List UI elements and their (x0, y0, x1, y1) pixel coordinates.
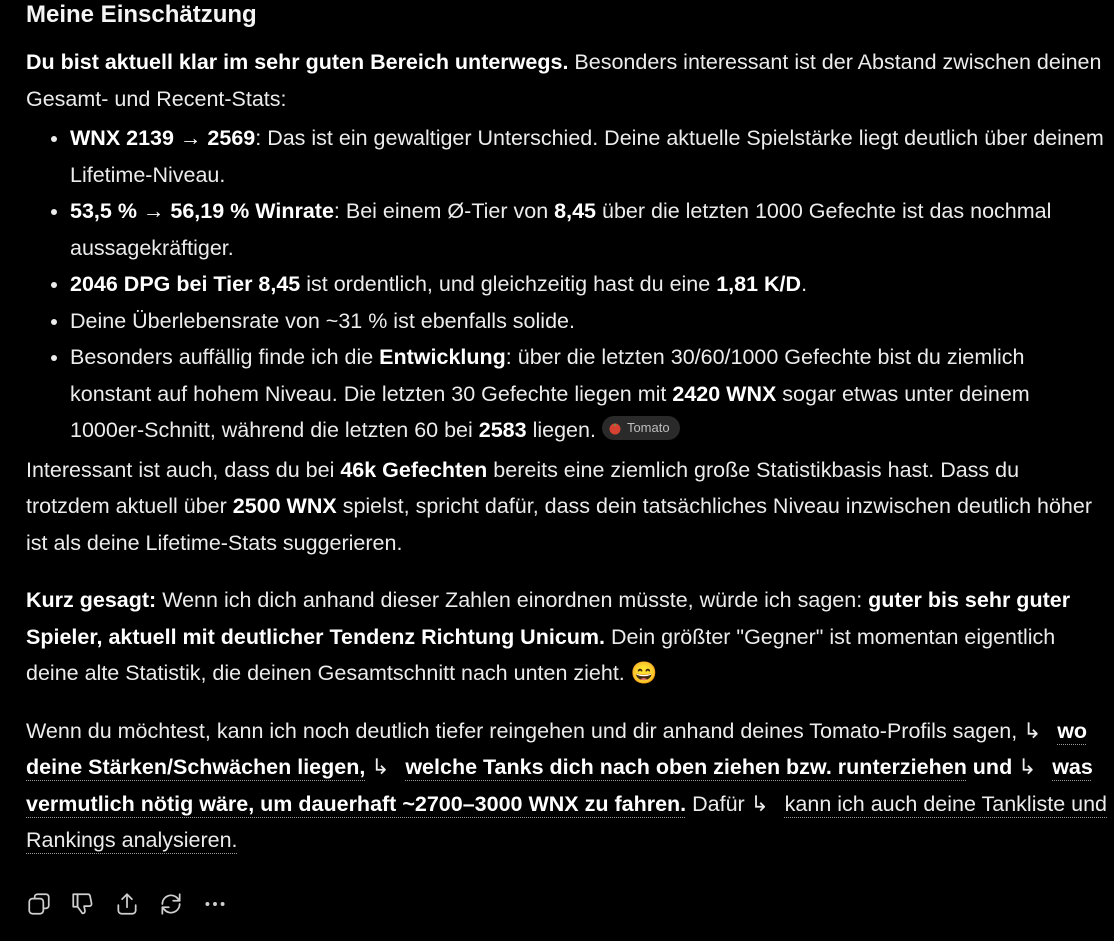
bullet-bold: 2583 (478, 418, 527, 442)
bullet-text: über die letzten 1000 Gefechte ist das nochmal aussagekräftiger. (70, 199, 1052, 260)
bullet-text: sogar etwas unter deinem 1000er-Schnitt, während die letzten 60 bei (70, 381, 1030, 442)
list-item (70, 303, 1108, 340)
more-icon (202, 891, 228, 917)
bullet-bold: Entwicklung (379, 345, 506, 369)
follow-up-link-wnx[interactable]: was vermutlich nötig wäre, um dauerhaft ~2700–3000 WNX zu fahren. (26, 755, 1093, 816)
source-citation-pill[interactable] (602, 416, 680, 440)
share-button[interactable] (114, 889, 158, 919)
bullet-bold: 1,81 K/D (716, 272, 802, 296)
assistant-message (26, 0, 1108, 859)
paragraph-text: Wenn du möchtest, kann ich noch deutlich tiefer reingehen und dir anhand deines Tomato-Profils sagen, (26, 718, 1024, 743)
paragraph-bold: Kurz gesagt: (26, 588, 157, 612)
list-item (70, 120, 1108, 193)
paragraph-text: spielst, spricht dafür, dass dein tatsächliches Niveau inzwischen deutlich höher ist als deine Lifetime-Stats suggerieren. (26, 494, 1093, 555)
bullet-text: ist ordentlich, und gleichzeitig hast du eine (300, 272, 717, 296)
paragraph-bold: 2500 WNX (232, 494, 337, 518)
bullet-text: liegen. (526, 418, 596, 442)
paragraph-text: Wenn ich dich anhand dieser Zahlen einordnen müsste, würde ich sagen: (156, 588, 869, 612)
paragraph-bold: und (966, 755, 1019, 779)
list-item (70, 193, 1108, 266)
follow-up-arrow-icon: ↳ (1023, 718, 1042, 743)
summary-paragraph (26, 582, 1108, 692)
intro-bold: Du bist aktuell klar im sehr guten Bereich unterwegs. (26, 50, 569, 74)
paragraph-text: Dafür (686, 791, 751, 816)
bullet-bold: 53,5 % → 56,19 % Winrate (70, 199, 334, 223)
regenerate-icon (158, 891, 184, 917)
share-icon (114, 891, 140, 917)
paragraph-text: Dein größter "Gegner" ist momentan eigentlich deine alte Statistik, die deinen Gesamtschnitt nach unten zieht. 😄 (26, 624, 1056, 685)
follow-up-link-tanklist[interactable]: kann ich auch deine Tankliste und Rankings analysieren. (26, 791, 1108, 852)
more-options-button[interactable] (202, 889, 246, 919)
list-item (70, 339, 1108, 449)
intro-paragraph (26, 44, 1108, 117)
regenerate-button[interactable] (158, 889, 202, 919)
stats-list (26, 120, 1108, 449)
copy-icon (26, 891, 52, 917)
bullet-bold: 2420 WNX (672, 381, 777, 406)
bullet-text: : Das ist ein gewaltiger Unterschied. Deine aktuelle Spielstärke liegt deutlich über deinem Lifetime-Niveau. (70, 126, 1104, 187)
bullet-text: : über die letzten 30/60/1000 Gefechte bist du ziemlich konstant auf hohem Niveau. Die letzten 30 Gefechte liegen mit (70, 345, 1025, 406)
list-item (70, 266, 1108, 303)
paragraph-bold: guter bis sehr guter Spieler, aktuell mit deutlicher Tendenz Richtung Unicum. (26, 588, 1071, 649)
follow-up-arrow-icon: ↳ (371, 755, 390, 779)
message-actions-toolbar (26, 889, 246, 919)
follow-up-arrow-icon: ↳ (750, 791, 769, 816)
thumbs-down-icon (70, 891, 96, 917)
bullet-bold: 2046 DPG bei Tier 8,45 (70, 272, 301, 296)
bullet-bold: WNX 2139 → 2569 (70, 126, 256, 150)
bullet-text: . (801, 272, 808, 296)
paragraph-text: Interessant ist auch, dass du bei (26, 457, 341, 482)
follow-up-link-tanks[interactable]: welche Tanks dich nach oben ziehen bzw. runterziehen (405, 755, 967, 779)
message-heading: Meine Einschätzung (26, 1, 257, 28)
bullet-text: : Bei einem Ø-Tier von (333, 199, 555, 223)
interesting-paragraph (26, 452, 1108, 562)
intro-text: Besonders interessant ist der Abstand zwischen deinen Gesamt- und Recent-Stats: (26, 50, 1102, 111)
tomato-icon (608, 421, 622, 435)
followup-paragraph (26, 713, 1108, 859)
follow-up-arrow-icon: ↳ (1018, 755, 1037, 779)
bullet-bold: 8,45 (554, 199, 597, 223)
feedback-button[interactable] (70, 889, 114, 919)
paragraph-text: bereits eine ziemlich große Statistikbasis hast. Dass du trotzdem aktuell über (26, 457, 1020, 518)
source-label: Tomato (626, 420, 670, 435)
bullet-text: Besonders auffällig finde ich die (70, 345, 380, 369)
bullet-text: Deine Überlebensrate von ~31 % ist ebenfalls solide. (70, 308, 575, 333)
paragraph-bold: 46k Gefechten (340, 457, 488, 482)
follow-up-link-strengths[interactable]: wo deine Stärken/Schwächen liegen, (26, 718, 1088, 779)
copy-button[interactable] (26, 889, 70, 919)
